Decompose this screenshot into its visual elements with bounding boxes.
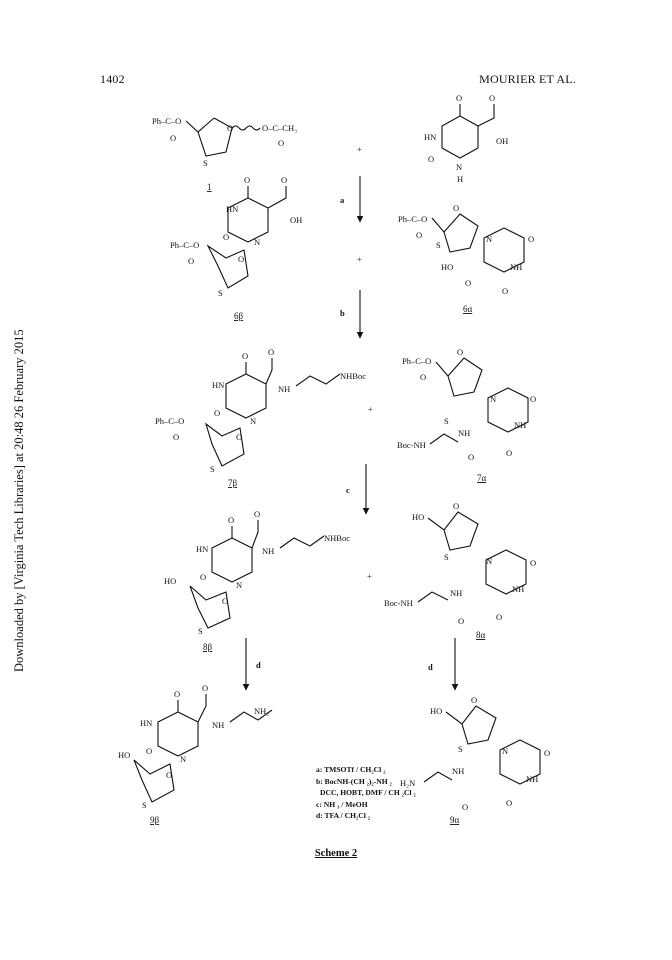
ring-s-label: S — [436, 240, 441, 250]
plus-sign-4: + — [367, 571, 372, 581]
nh-label: NH — [526, 774, 539, 784]
amide-nh-label: NH — [458, 428, 471, 438]
compound-1-structure — [152, 116, 297, 192]
ring-s-label: S — [444, 416, 449, 426]
compound-1-id: 1 — [207, 182, 212, 192]
c4-o-label: O — [244, 175, 251, 185]
n-label: N — [456, 162, 463, 172]
compound-8a-structure — [384, 501, 536, 640]
acid-o-label: O — [489, 93, 496, 103]
amide-o-label: O — [254, 509, 261, 519]
c2-o-label: O — [200, 572, 207, 582]
condition-b-line1: b: BocNH-(CH ₂)₂-NH ₂ — [316, 776, 392, 786]
c2-o-label: O — [146, 746, 153, 756]
ring-o-label: O — [453, 501, 460, 511]
hydroxyl-label: HO — [430, 706, 443, 716]
nh-label: NH — [510, 262, 523, 272]
compound-7b-id: 7β — [228, 478, 238, 488]
c4-o-label: O — [228, 515, 235, 525]
amide-nh-label: NH — [212, 720, 225, 730]
compound-7a-structure — [397, 347, 536, 483]
hn-label: HN — [226, 204, 239, 214]
ring-s-label: S — [142, 800, 147, 810]
c2-o-label: O — [530, 394, 537, 404]
bocnh-label: Boc-NH — [384, 598, 413, 608]
ring-o-label: O — [166, 770, 173, 780]
ring-s-label: S — [210, 464, 215, 474]
page-number: 1402 — [100, 72, 125, 86]
hn-label: HN — [196, 544, 209, 554]
benzoyl-ester-label: Ph–C–O — [398, 214, 428, 224]
c2-oxygen-label: O — [428, 154, 435, 164]
c4-o-label: O — [502, 286, 509, 296]
acid-o-label: O — [465, 278, 472, 288]
n1-label: N — [486, 556, 493, 566]
n1-label: N — [250, 416, 257, 426]
c4-o-label: O — [242, 351, 249, 361]
c4-oxygen-label: O — [456, 93, 463, 103]
ring-o-label: O — [453, 203, 460, 213]
acid-oh-label: OH — [496, 136, 509, 146]
step-c-label: c — [346, 485, 350, 495]
carbonyl-o-label: O — [420, 372, 427, 382]
compound-9b-structure — [118, 683, 272, 825]
compound-8b-structure — [164, 509, 350, 652]
amine-h2n-label: H₂N — [400, 778, 416, 788]
compound-6a-structure — [398, 203, 534, 314]
hydroxyl-label: HO — [118, 750, 131, 760]
c4-o-label: O — [496, 612, 503, 622]
amide-o-label: O — [268, 347, 275, 357]
ring-s-label: S — [218, 288, 223, 298]
amide-o-label: O — [458, 616, 465, 626]
amine-nh2-label: NH₂ — [254, 706, 270, 716]
nhboc-label: NHBoc — [340, 371, 366, 381]
h-label: H — [457, 174, 464, 184]
nh-label: NH — [512, 584, 525, 594]
amide-nh-label: NH — [278, 384, 291, 394]
c4-o-label: O — [506, 448, 513, 458]
ring-o-label: O — [222, 596, 229, 606]
plus-sign-3: + — [368, 404, 373, 414]
compound-7a-id: 7α — [477, 473, 487, 483]
amide-nh-label: NH — [450, 588, 463, 598]
step-b-label: b — [340, 308, 345, 318]
n1-label: N — [502, 746, 509, 756]
c2-o-label: O — [530, 558, 537, 568]
acid-ho-label: HO — [441, 262, 454, 272]
acid-o-label: O — [281, 175, 288, 185]
compound-8b-id: 8β — [203, 642, 213, 652]
amide-o-label: O — [202, 683, 209, 693]
acid-oh-label: OH — [290, 215, 303, 225]
benzoyl-ester-label: Ph–C–O — [155, 416, 185, 426]
condition-a: a: TMSOTf / CH₂Cl ₂ — [316, 765, 386, 774]
ring-s-label: S — [203, 158, 208, 168]
compound-7b-structure — [155, 347, 366, 488]
ring-o-label: O — [238, 254, 245, 264]
compound-6b-structure — [170, 175, 302, 321]
carbonyl-o-label: O — [173, 432, 180, 442]
n1-label: N — [486, 234, 493, 244]
nh-label: NH — [514, 420, 527, 430]
n1-label: N — [254, 237, 261, 247]
benzoyl-ester-label: Ph–C–O — [402, 356, 432, 366]
amide-nh-label: NH — [452, 766, 465, 776]
c2-o-label: O — [223, 232, 230, 242]
ring-s-label: S — [198, 626, 203, 636]
download-watermark: Downloaded by [Virginia Tech Libraries] at 20:48 26 February 2015 — [12, 329, 26, 672]
hydroxyl-label: HO — [412, 512, 425, 522]
reaction-conditions — [316, 764, 416, 822]
condition-d: d: TFA / CH₂Cl ₂ — [316, 811, 371, 821]
ring-o-label: O — [457, 347, 464, 357]
c2-o-label: O — [528, 234, 535, 244]
ring-s-label: S — [458, 744, 463, 754]
n1-label: N — [236, 580, 243, 590]
hn-label: HN — [424, 132, 437, 142]
bocnh-label: Boc-NH — [397, 440, 426, 450]
c2-o-label: O — [214, 408, 221, 418]
c4-o-label: O — [174, 689, 181, 699]
carbonyl-o-label: O — [416, 230, 423, 240]
ring-o-label: O — [227, 123, 234, 133]
c4-o-label: O — [506, 798, 513, 808]
step-a-label: a — [340, 195, 345, 205]
n1-label: N — [180, 754, 187, 764]
carbonyl-o-label: O — [188, 256, 195, 266]
carboxyuracil-structure — [424, 93, 508, 184]
acetate-o-label: O — [278, 138, 285, 148]
amide-o-label: O — [462, 802, 469, 812]
plus-sign-2: + — [357, 254, 362, 264]
amide-o-label: O — [468, 452, 475, 462]
condition-b-line2: DCC, HOBT, DMF / CH ₂Cl ₂ — [320, 788, 416, 798]
carbonyl-o-label: O — [170, 133, 177, 143]
nhboc-label: NHBoc — [324, 533, 350, 543]
acetate-label: O–C–CH₃ — [262, 123, 298, 133]
plus-sign-1: + — [357, 144, 362, 154]
benzoyl-ester-label: Ph–C–O — [152, 116, 182, 126]
compound-6b-id: 6β — [234, 311, 244, 321]
compound-9a-structure — [400, 695, 550, 825]
n1-label: N — [490, 394, 497, 404]
ring-s-label: S — [444, 552, 449, 562]
hn-label: HN — [140, 718, 153, 728]
condition-c: c: NH ₃ / MeOH — [316, 799, 368, 809]
ring-o-label: O — [236, 432, 243, 442]
step-d-right-label: d — [428, 662, 433, 672]
compound-9a-id: 9α — [450, 815, 460, 825]
scheme-caption: Scheme 2 — [314, 848, 358, 859]
c2-o-label: O — [544, 748, 551, 758]
ring-o-label: O — [471, 695, 478, 705]
step-d-left-label: d — [256, 660, 261, 670]
compound-8a-id: 8α — [476, 630, 486, 640]
compound-6a-id: 6α — [463, 304, 473, 314]
compound-9b-id: 9β — [150, 815, 160, 825]
amide-nh-label: NH — [262, 546, 275, 556]
hydroxyl-label: HO — [164, 576, 177, 586]
running-title: MOURIER ET AL. — [479, 72, 576, 86]
benzoyl-ester-label: Ph–C–O — [170, 240, 200, 250]
hn-label: HN — [212, 380, 225, 390]
